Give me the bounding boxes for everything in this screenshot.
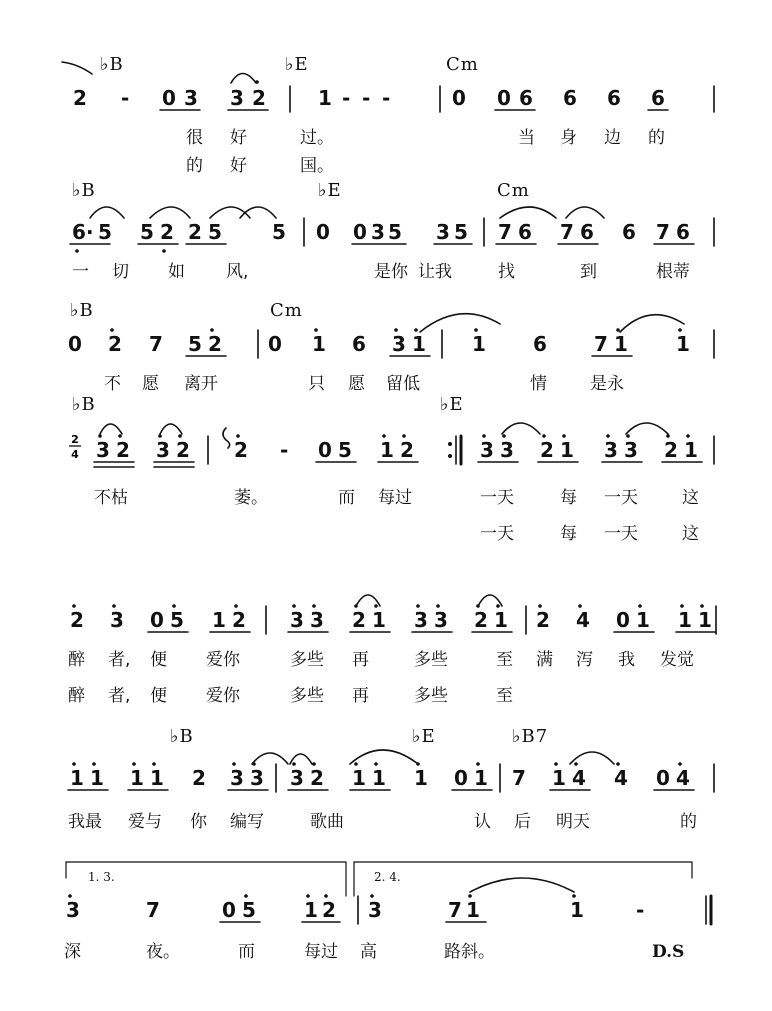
lyric: 一 (72, 262, 89, 282)
lyric: 再 (352, 650, 369, 670)
lyric: 爱你 (206, 650, 240, 670)
lyric: 我 (618, 650, 635, 670)
slur (566, 207, 604, 218)
lyric: 多些 (414, 686, 448, 706)
slur (350, 750, 418, 764)
lyric: 这 (682, 488, 699, 508)
note: 6 (563, 86, 577, 110)
note: 0 (497, 86, 511, 110)
lyric: 这 (682, 524, 699, 544)
note: 1 (372, 766, 386, 790)
lyric: 如 (168, 262, 185, 282)
slur (502, 423, 540, 434)
lyric: 深 (64, 942, 81, 962)
lyric: 歌曲 (310, 812, 344, 832)
lyric: 者, (108, 650, 131, 670)
note: 2 (70, 608, 84, 632)
lyric: 只 (308, 374, 325, 394)
note: 3 (250, 766, 264, 790)
volta-bracket (66, 862, 346, 896)
note: 2 (536, 608, 550, 632)
note: 5 (208, 220, 222, 244)
note: 3 (392, 332, 406, 356)
lyric: 发觉 (660, 650, 694, 670)
note: 1 (318, 86, 332, 110)
lyric: 找 (498, 262, 515, 282)
note: 2 (192, 766, 206, 790)
note: 6 (580, 220, 594, 244)
note: 6 (607, 86, 621, 110)
note: 6 (518, 220, 532, 244)
note: 7 (560, 220, 574, 244)
note: 3 (371, 220, 385, 244)
note: 0 (656, 766, 670, 790)
lyric: 满 (536, 650, 553, 670)
note: 5 (140, 220, 154, 244)
lyric: 路斜。 (444, 942, 495, 962)
lyric: 一天 (604, 524, 638, 544)
svg-text:2: 2 (71, 433, 79, 446)
slur (90, 207, 124, 218)
note: 2 (232, 608, 246, 632)
lyric: 编写 (230, 812, 264, 832)
note: 6 (352, 332, 366, 356)
note: 2 (116, 438, 130, 462)
note: 1 (636, 608, 650, 632)
note: 4 (676, 766, 690, 790)
chord-symbol: ♭E (440, 394, 464, 415)
note: 2 (664, 438, 678, 462)
note: 6 (533, 332, 547, 356)
chord-symbol: ♭B (72, 180, 96, 201)
ds-mark: D.S (652, 942, 685, 962)
note: 3 (96, 438, 110, 462)
note: - (636, 898, 645, 922)
chord-symbol: Cm (497, 180, 530, 201)
volta-label: 1. 3. (88, 870, 115, 884)
note: 7 (512, 766, 526, 790)
lyric: 的 (648, 128, 665, 148)
note: 4 (576, 608, 590, 632)
slur (470, 878, 574, 892)
lyric: 身 (560, 128, 577, 148)
lyric: 一天 (480, 524, 514, 544)
lyric: 不枯 (94, 488, 128, 508)
note: 2 (176, 438, 190, 462)
note: 1 (560, 438, 574, 462)
note: 1 (70, 766, 84, 790)
lyric: 每 (560, 488, 577, 508)
lyric: 一天 (604, 488, 638, 508)
lyric: 的 (186, 156, 203, 176)
note: 3 (110, 608, 124, 632)
note: 0 (616, 608, 630, 632)
lyric: 好 (230, 156, 247, 176)
lyric: 明天 (556, 812, 590, 832)
lyric: 到 (580, 262, 597, 282)
slur (100, 424, 122, 434)
lyric: 至 (496, 650, 513, 670)
note: 1 (698, 608, 712, 632)
lyric: 便 (150, 686, 167, 706)
note: 7 (594, 332, 608, 356)
lyric: 多些 (414, 650, 448, 670)
note: 5 (170, 608, 184, 632)
lyric: 情 (530, 374, 547, 394)
lyric: 多些 (290, 686, 324, 706)
note: 2 (310, 766, 324, 790)
lyric: 泻 (576, 650, 593, 670)
volta-bracket (354, 862, 692, 896)
chord-symbol: Cm (270, 300, 303, 321)
lyric: 后 (514, 812, 531, 832)
note: 0 (268, 332, 282, 356)
note: 2 (352, 608, 366, 632)
note: 2 (234, 438, 248, 462)
lyric: 每 (560, 524, 577, 544)
note: 3 (156, 438, 170, 462)
note: 3 (66, 898, 80, 922)
chord-symbol: ♭B (72, 394, 96, 415)
lyric: 便 (150, 650, 167, 670)
note: 0 (68, 332, 82, 356)
note: - (362, 86, 371, 110)
note: 1 (414, 766, 428, 790)
slur (231, 74, 256, 84)
chord-symbol: ♭E (412, 726, 436, 747)
note: 3 (436, 220, 450, 244)
lyric: 离开 (184, 374, 218, 394)
lyric: 愿 (348, 374, 365, 394)
lyric: 认 (474, 812, 491, 832)
note: 0 (454, 766, 468, 790)
note: 0 (316, 220, 330, 244)
note: · (86, 220, 94, 244)
lyric: 夜。 (146, 942, 180, 962)
note: 6 (651, 86, 665, 110)
note: 2 (160, 220, 174, 244)
slur (626, 423, 668, 434)
lyric: 醉 (68, 650, 85, 670)
lyric: 留低 (386, 374, 420, 394)
note: 3 (434, 608, 448, 632)
note: 2 (73, 86, 87, 110)
lyric: 爱你 (206, 686, 240, 706)
slur (620, 315, 684, 332)
note: 2 (400, 438, 414, 462)
lyric: 愿 (142, 374, 159, 394)
lyric: 我最 (68, 812, 102, 832)
note: 1 (552, 766, 566, 790)
note: 0 (162, 86, 176, 110)
slur (500, 207, 556, 218)
note: 3 (414, 608, 428, 632)
lyric: 每过 (304, 942, 338, 962)
note: 1 (352, 766, 366, 790)
note: 1 (614, 332, 628, 356)
note: 2 (540, 438, 554, 462)
slur (240, 207, 276, 218)
chord-symbol: ♭E (318, 180, 342, 201)
note: - (342, 86, 351, 110)
lyric: 的 (680, 812, 697, 832)
lyric: 根蒂 (656, 262, 690, 282)
note: 7 (448, 898, 462, 922)
note: 2 (188, 220, 202, 244)
note: 0 (318, 438, 332, 462)
note: 3 (230, 86, 244, 110)
lyric: 一天 (480, 488, 514, 508)
lyric: 当 (518, 128, 535, 148)
note: 0 (150, 608, 164, 632)
note: 2 (208, 332, 222, 356)
note: 3 (184, 86, 198, 110)
note: 0 (452, 86, 466, 110)
note: 2 (252, 86, 266, 110)
lyric: 至 (496, 686, 513, 706)
note: 1 (372, 608, 386, 632)
lyric: 而 (238, 942, 255, 962)
note: - (121, 86, 130, 110)
note: 1 (130, 766, 144, 790)
chord-symbol: ♭B (170, 726, 194, 747)
note: 1 (150, 766, 164, 790)
slur (210, 207, 250, 218)
slur (420, 314, 500, 332)
note: 2 (322, 898, 336, 922)
note: 3 (624, 438, 638, 462)
note: 3 (290, 608, 304, 632)
note: 5 (388, 220, 402, 244)
lyric: 风, (226, 262, 249, 282)
note: 5 (272, 220, 286, 244)
note: - (280, 438, 289, 462)
note: 1 (380, 438, 394, 462)
note: 2 (474, 608, 488, 632)
note: 3 (368, 898, 382, 922)
lyric: 切 (112, 262, 129, 282)
lyric: 高 (360, 942, 377, 962)
volta-label: 2. 4. (374, 870, 401, 884)
note: 5 (98, 220, 112, 244)
note: 5 (454, 220, 468, 244)
lyric: 是你 (374, 262, 408, 282)
lyric: 爱与 (128, 812, 162, 832)
note: 3 (230, 766, 244, 790)
note: 3 (480, 438, 494, 462)
chord-symbol: ♭B (70, 300, 94, 321)
chord-symbol: ♭B7 (512, 726, 549, 747)
lyric: 萎。 (234, 488, 268, 508)
lyric: 边 (604, 128, 621, 148)
lyric: 过。 (300, 128, 334, 148)
lyric: 你 (190, 812, 207, 832)
note: 0 (353, 220, 367, 244)
chord-symbol: ♭E (285, 54, 309, 75)
svg-text:4: 4 (71, 448, 79, 460)
note: 3 (500, 438, 514, 462)
note: 1 (90, 766, 104, 790)
note: 5 (188, 332, 202, 356)
note: 3 (290, 766, 304, 790)
note: 6 (622, 220, 636, 244)
lyric: 醉 (68, 686, 85, 706)
note: 1 (684, 438, 698, 462)
chord-symbol: Cm (446, 54, 479, 75)
slur (252, 753, 288, 764)
lyric: 者, (108, 686, 131, 706)
note: 1 (304, 898, 318, 922)
segno-mark (223, 428, 230, 448)
note: 1 (312, 332, 326, 356)
tie-in-slur (62, 62, 92, 74)
note: 6 (676, 220, 690, 244)
lyric: 好 (230, 128, 247, 148)
lyric: 不 (104, 374, 121, 394)
lyric: 是永 (590, 374, 624, 394)
lyric: 国。 (300, 156, 334, 176)
note: 5 (338, 438, 352, 462)
note: 6 (72, 220, 86, 244)
note: 7 (149, 332, 163, 356)
note: 1 (570, 898, 584, 922)
note: 0 (222, 898, 236, 922)
note: 7 (656, 220, 670, 244)
slur (570, 752, 614, 764)
note: 5 (242, 898, 256, 922)
lyric: 让我 (418, 262, 452, 282)
note: 1 (678, 608, 692, 632)
lyric: 很 (186, 128, 203, 148)
lyric: 而 (338, 488, 355, 508)
note: 1 (472, 332, 486, 356)
slur (150, 207, 190, 218)
note: 6 (519, 86, 533, 110)
note: 1 (474, 766, 488, 790)
note: 1 (494, 608, 508, 632)
chord-symbol: ♭B (100, 54, 124, 75)
lyric: 每过 (378, 488, 412, 508)
note: 1 (676, 332, 690, 356)
note: - (382, 86, 391, 110)
lyric: 多些 (290, 650, 324, 670)
note: 7 (498, 220, 512, 244)
slur (160, 424, 182, 434)
note: 1 (212, 608, 226, 632)
note: 4 (572, 766, 586, 790)
note: 7 (146, 898, 160, 922)
note: 1 (412, 332, 426, 356)
note: 1 (466, 898, 480, 922)
note: 2 (108, 332, 122, 356)
note: 3 (310, 608, 324, 632)
lyric: 再 (352, 686, 369, 706)
note: 4 (614, 766, 628, 790)
note: 3 (604, 438, 618, 462)
